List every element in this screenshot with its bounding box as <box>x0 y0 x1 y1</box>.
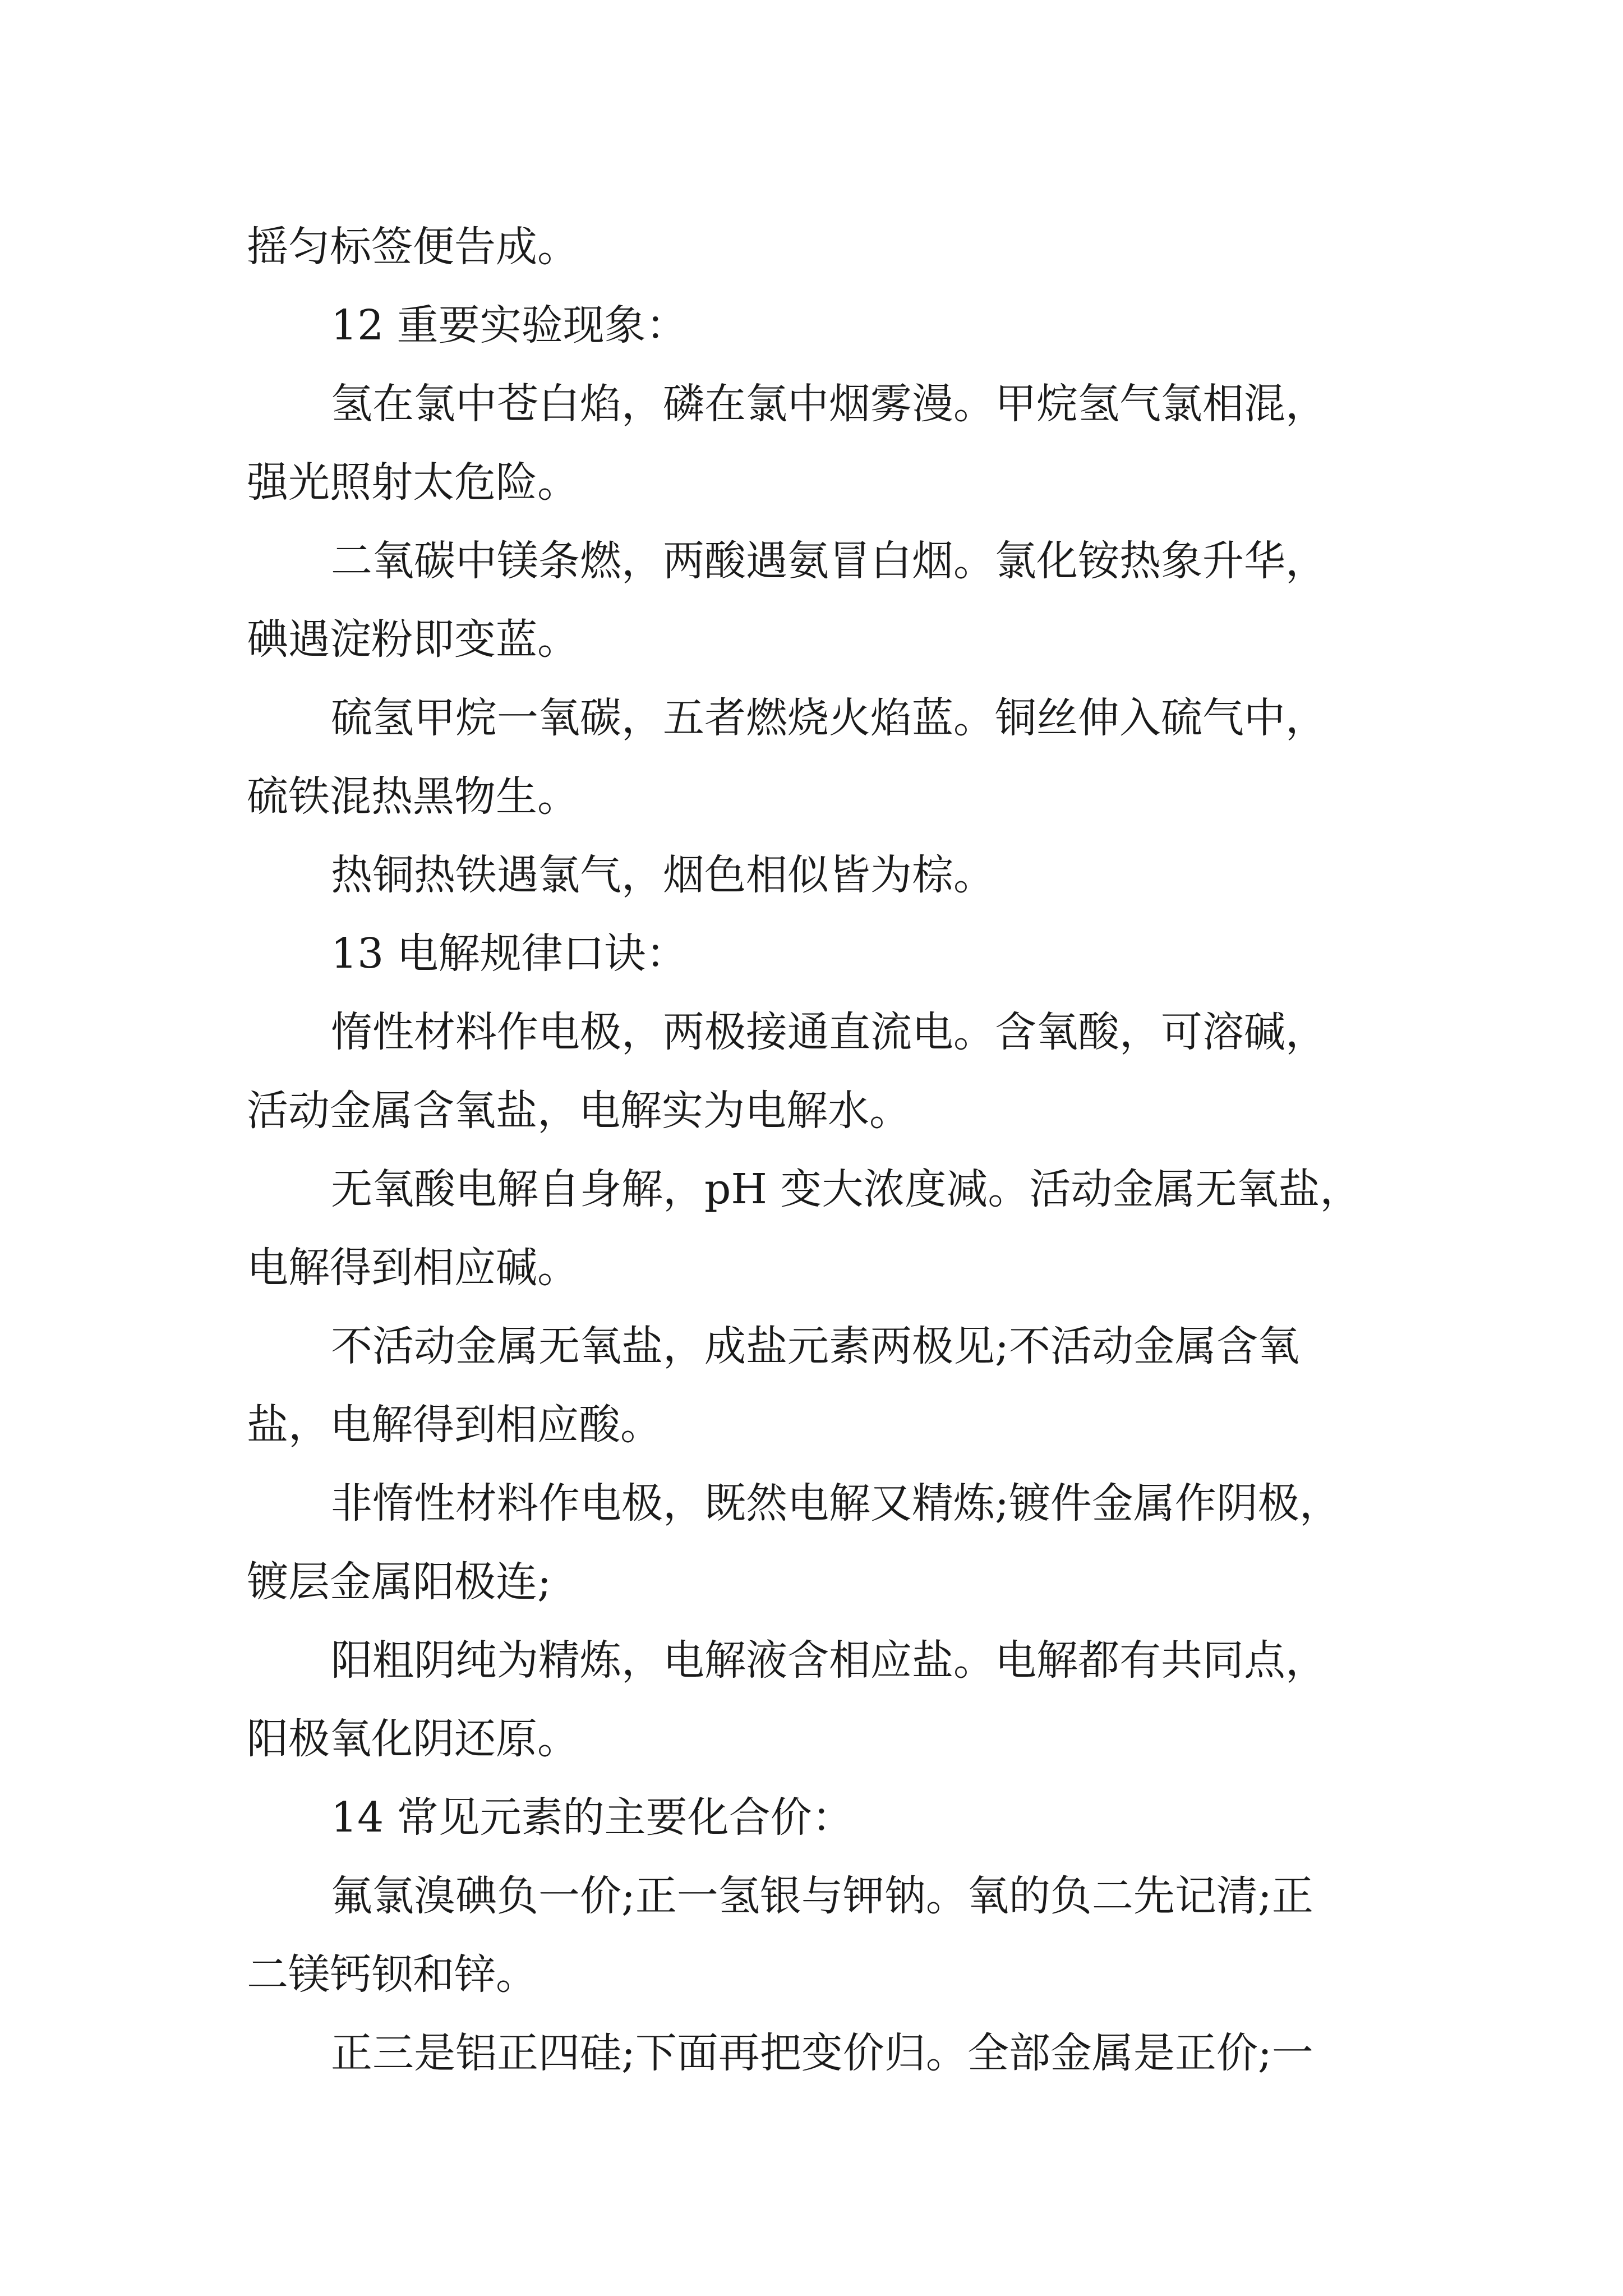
text-line: 碘遇淀粉即变蓝。 <box>247 615 579 664</box>
text-line: 阳极氧化阴还原。 <box>247 1715 579 1763</box>
text-line: 热铜热铁遇氯气，烟色相似皆为棕。 <box>331 851 995 899</box>
text-line: 不活动金属无氧盐，成盐元素两极见;不活动金属含氧 <box>331 1322 1299 1370</box>
text-line: 非惰性材料作电极，既然电解又精炼;镀件金属作阴极， <box>331 1479 1341 1527</box>
text-line: 无氧酸电解自身解，pH 变大浓度减。活动金属无氧盐， <box>331 1165 1362 1213</box>
section-heading: 12 重要实验现象： <box>331 301 688 349</box>
text-line: 电解得到相应碱。 <box>247 1244 579 1292</box>
text-line: 氟氯溴碘负一价;正一氢银与钾钠。氧的负二先记清;正 <box>331 1872 1313 1920</box>
text-line: 镀层金属阳极连; <box>247 1558 551 1606</box>
text-line: 二氧碳中镁条燃，两酸遇氨冒白烟。氯化铵热象升华， <box>331 537 1327 585</box>
text-line: 活动金属含氧盐，电解实为电解水。 <box>247 1087 911 1135</box>
text-line: 惰性材料作电极，两极接通直流电。含氧酸，可溶碱， <box>331 1008 1327 1056</box>
document-body <box>247 208 1396 2092</box>
section-heading: 14 常见元素的主要化合价： <box>331 1793 854 1842</box>
text-line: 硫氢甲烷一氧碳，五者燃烧火焰蓝。铜丝伸入硫气中， <box>331 694 1327 742</box>
text-line: 氢在氯中苍白焰，磷在氯中烟雾漫。甲烷氢气氯相混， <box>331 380 1327 428</box>
text-line: 盐，电解得到相应酸。 <box>247 1401 662 1449</box>
text-line: 正三是铝正四硅;下面再把变价归。全部金属是正价;一 <box>331 2029 1313 2077</box>
text-line: 阳粗阴纯为精炼，电解液含相应盐。电解都有共同点， <box>331 1636 1327 1685</box>
text-line: 摇匀标签便告成。 <box>247 223 579 271</box>
text-line: 硫铁混热黑物生。 <box>247 772 579 821</box>
text-line: 二镁钙钡和锌。 <box>247 1950 537 1999</box>
text-line: 强光照射太危险。 <box>247 458 579 507</box>
section-heading: 13 电解规律口诀： <box>331 930 688 978</box>
